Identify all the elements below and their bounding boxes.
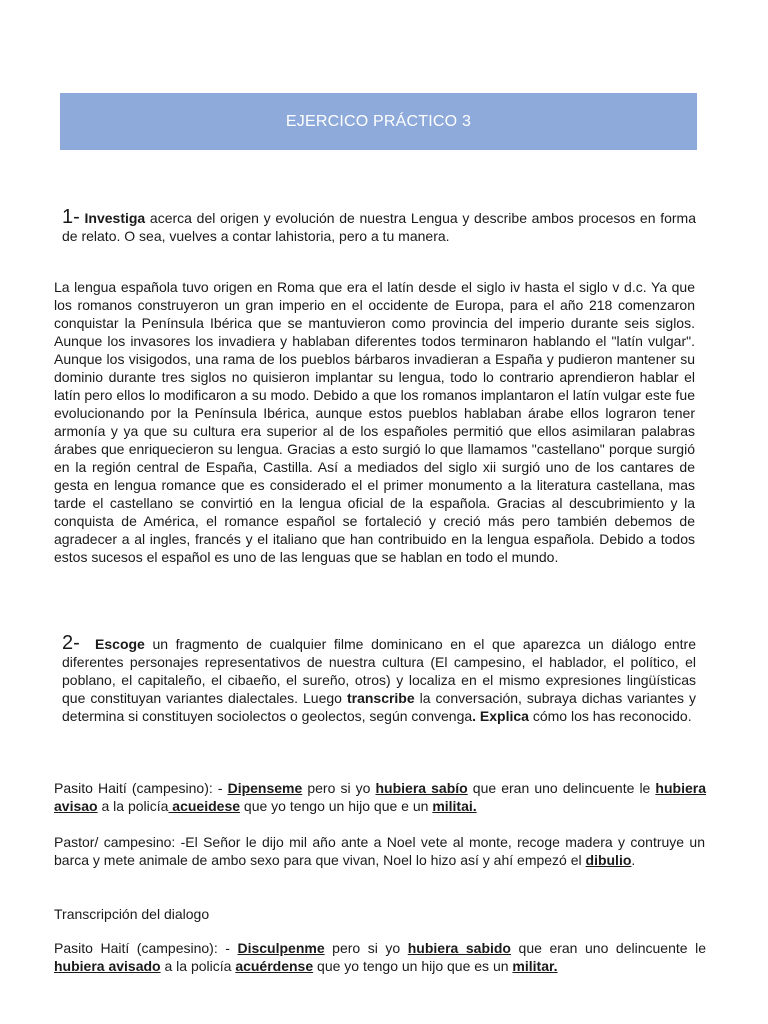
- dialect-variant: hubiera sabío: [375, 780, 468, 796]
- question-1-keyword: Investiga: [84, 210, 146, 226]
- question-2-keyword-explica: . Explica: [472, 708, 529, 724]
- dialogue-text: Pasito Haití (campesino): -: [54, 940, 238, 956]
- transcription-heading: Transcripción del dialogo: [54, 906, 210, 922]
- dialogue-text: que eran uno delincuente le: [510, 940, 706, 956]
- question-1-number: 1-: [62, 206, 80, 228]
- question-2-text-1: un fragmento de cualquier filme dominicano en el que aparezca un diálogo entre diferentes personajes representativos de nuestra cultura (El campesino, el hablador, el político, el poblano, el capitaleño, el cibaeño, el sureño, otros) y localiza en el mismo expresiones lingüísticas que constituyan variantes dialectales. Luego: [62, 636, 696, 706]
- dialogue-original-2: [54, 833, 705, 869]
- page-title: EJERCICO PRÁCTICO 3: [285, 112, 472, 130]
- corrected-word: hubiera sabido: [407, 940, 511, 956]
- dialogue-text: que yo tengo un hijo que e un: [240, 798, 433, 814]
- dialect-variant: hubiera avisao: [54, 780, 706, 814]
- question-2-number: 2-: [62, 632, 80, 654]
- dialogue-text: Pastor/ campesino: -El Señor le dijo mil año ante a Noel vete al monte, recoge madera y contruye un barca y mete animale de ambo sexo para que vivan, Noel lo hizo así y ahí empezó el: [54, 834, 705, 868]
- title-banner: [60, 93, 697, 150]
- corrected-word: Disculpenme: [237, 940, 325, 956]
- answer-1: La lengua española tuvo origen en Roma que era el latín desde el siglo iv hasta el siglo v d.c. Ya que los romanos construyeron un gran imperio en el occidente de Europa, para el año 218 comenzaron conquistar la Península Ibérica que se mantuvieron como provincia del imperio durante seis siglos. Aunque los invasores los invadiera y hablaban diferentes todos terminaron hablando el "latín vulgar". Aunque los visigodos, una rama de los pueblos bárbaros invadieran a España y pudieron mantener su dominio durante tres siglos no quisieron implantar su lengua, todo lo contrario aprendieron hablar el latín pero ellos lo modificaron a su modo. Debido a que los romanos implantaron el latín vulgar este fue evolucionando por la Península Ibérica, aunque estos pueblos hablaban árabe ellos lograron tener armonía y ya que su cultura era superior al de los españoles permitió que ellos asimilaran palabras árabes que enriquecieron su lengua. Gracias a esto surgió lo que llamamos "castellano" porque surgió en la región central de España, Castilla. Así a mediados del siglo xii surgió uno de los cantares de gesta en lengua romance que es considerado el el primer monumento a la literatura castellana, mas tarde el castellano se convirtió en la lengua oficial de la española. Gracias al descubrimiento y la conquista de América, el romance español se fortaleció y creció más pero también debemos de agradecer a al ingles, francés y el italiano que han contribuido en la lengua española. Debido a todos estos sucesos el español es uno de las lenguas que se hablan en todo el mundo.: [54, 279, 695, 565]
- dialogue-text: a la policía: [97, 798, 169, 814]
- dialogue-text: pero si yo: [302, 780, 376, 796]
- corrected-word: militar.: [512, 958, 558, 974]
- question-2-text-3: cómo los has reconocido.: [528, 708, 692, 724]
- dialogue-text: Pasito Haití (campesino): -: [54, 780, 228, 796]
- dialogue-original-1: [54, 779, 706, 815]
- dialect-variant: militai.: [432, 798, 477, 814]
- question-2-keyword-escoge: Escoge: [95, 636, 145, 652]
- dialogue-transcribed: [54, 939, 706, 975]
- question-2-keyword-transcribe: transcribe: [346, 690, 415, 706]
- corrected-word: hubiera avisado: [54, 958, 161, 974]
- dialect-variant: acueidese: [168, 798, 241, 814]
- question-1-text: acerca del origen y evolución de nuestra Lengua y describe ambos procesos en forma de relato. O sea, vuelves a contar lahistoria, pero a tu manera.: [62, 210, 696, 244]
- dialogue-text: pero si yo: [324, 940, 408, 956]
- question-2-text-2: la conversación, subraya dichas variantes y determina si constituyen sociolectos o geolectos, según convenga: [62, 690, 696, 724]
- dialogue-text: que eran uno delincuente le: [467, 780, 656, 796]
- dialect-variant: Dipenseme: [227, 780, 303, 796]
- dialogue-text: que yo tengo un hijo que es un: [313, 958, 513, 974]
- question-1: [62, 208, 696, 245]
- dialect-variant: dibulio: [585, 852, 632, 868]
- corrected-word: acuérdense: [235, 958, 314, 974]
- dialogue-text: .: [631, 852, 636, 868]
- dialogue-text: a la policía: [160, 958, 236, 974]
- question-2: [62, 634, 696, 725]
